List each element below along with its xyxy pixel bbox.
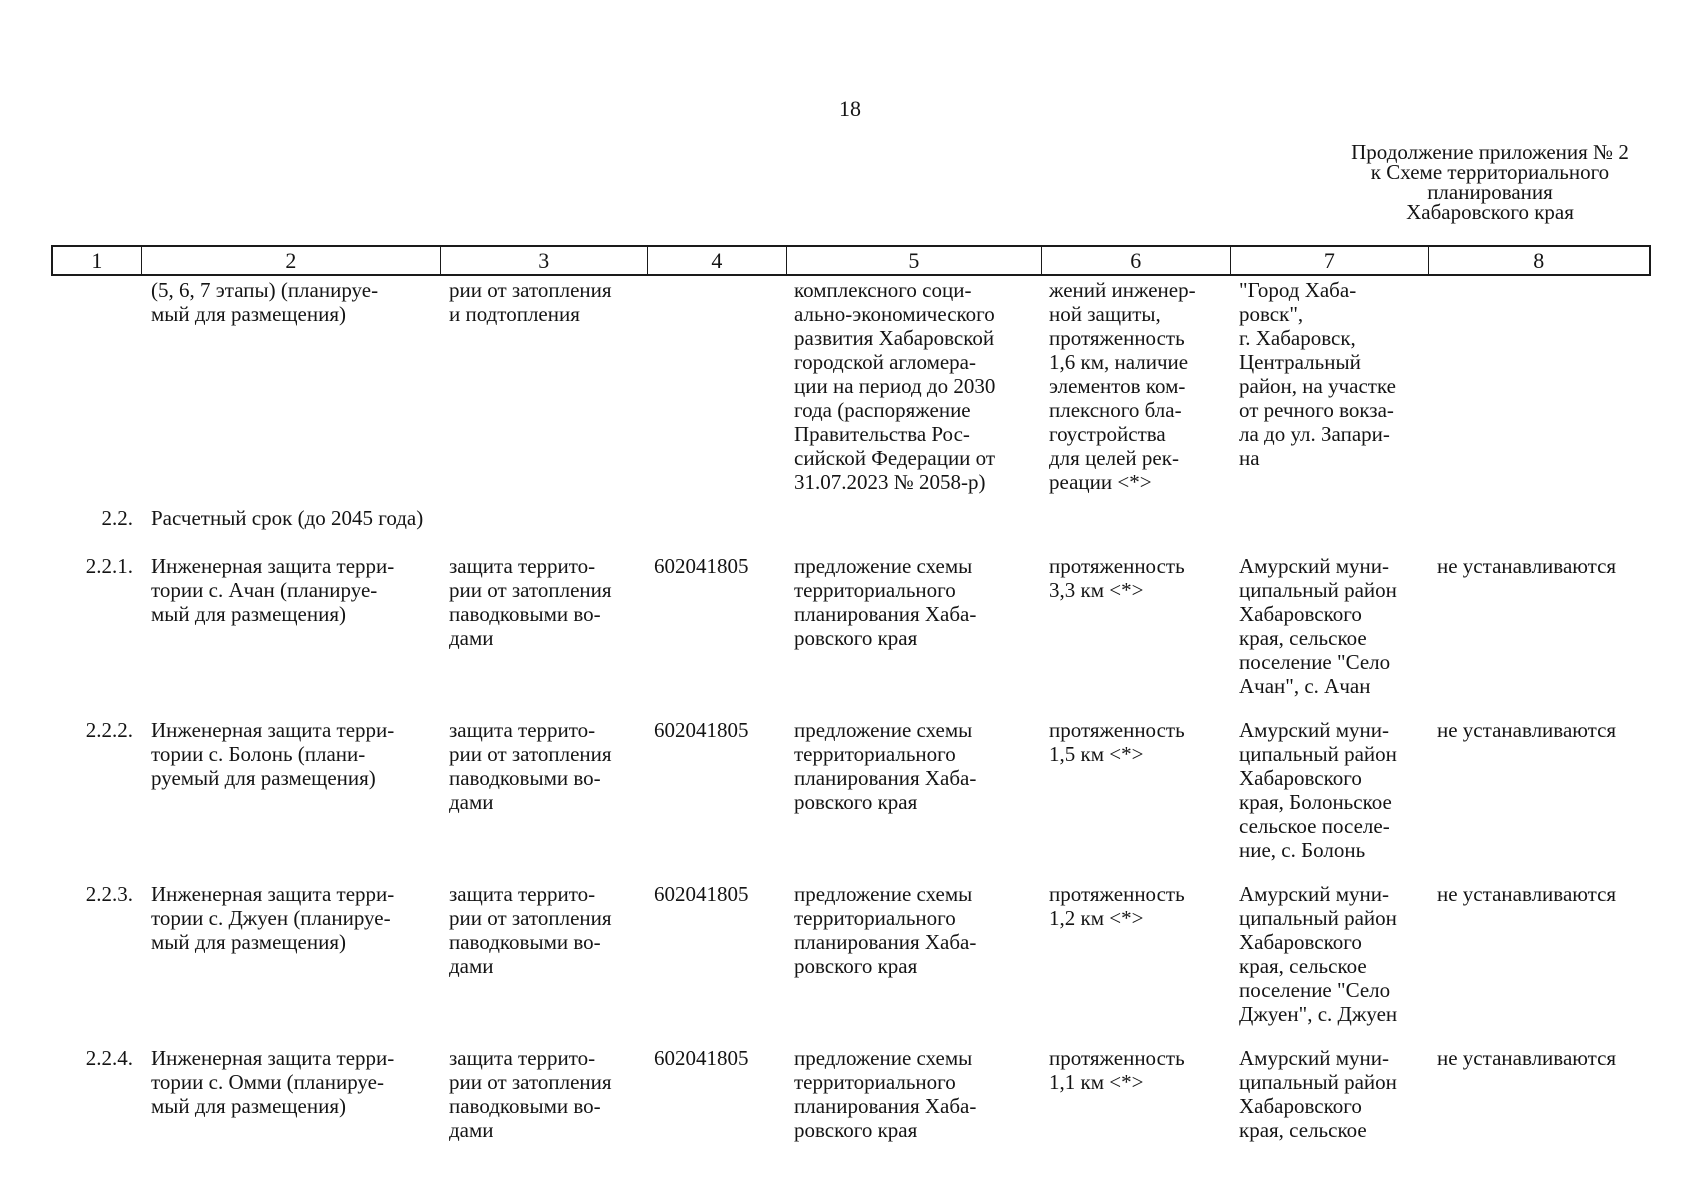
column-header-5: 5 xyxy=(787,247,1041,274)
table-row xyxy=(60,718,1650,862)
object-name: Инженерная защита терри- тории с. Ачан (планируе- мый для размещения) xyxy=(151,554,395,626)
table-row-continued xyxy=(60,278,1650,494)
object-basis: предложение схемы территориального планирования Хаба- ровского края xyxy=(794,554,977,650)
object-characteristics: протяженность 1,1 км <*> xyxy=(1049,1046,1185,1094)
object-location: Амурский муни- ципальный район Хабаровского края, сельское поселение "Село Джуен", с. Джуен xyxy=(1239,882,1398,1026)
object-name: Инженерная защита терри- тории с. Омми (планируе- мый для размещения) xyxy=(151,1046,395,1118)
row-number xyxy=(60,278,145,494)
table-row xyxy=(60,882,1650,1026)
column-header-7: 7 xyxy=(1231,247,1429,274)
object-name: (5, 6, 7 этапы) (планируе- мый для размещения) xyxy=(151,278,379,326)
appendix-line-3: планирования xyxy=(1427,180,1553,204)
object-purpose: защита террито- рии от затопления паводковыми во- дами xyxy=(449,882,612,978)
object-purpose: защита террито- рии от затопления паводковыми во- дами xyxy=(449,554,612,650)
section-number: 2.2. xyxy=(101,506,133,530)
object-location: Амурский муни- ципальный район Хабаровского края, сельское поселение "Село Ачан", с. Ачан xyxy=(1239,554,1397,698)
object-location: Амурский муни- ципальный район Хабаровского края, сельское xyxy=(1239,1046,1397,1142)
object-purpose: защита террито- рии от затопления паводковыми во- дами xyxy=(449,1046,612,1142)
appendix-line-1: Продолжение приложения № 2 xyxy=(1351,140,1629,164)
object-zones: не устанавливаются xyxy=(1437,718,1617,742)
object-zones xyxy=(1431,278,1650,494)
row-number: 2.2.3. xyxy=(85,882,133,906)
object-basis: предложение схемы территориального планирования Хаба- ровского края xyxy=(794,1046,977,1142)
column-header-4: 4 xyxy=(648,247,788,274)
object-characteristics: протяженность 3,3 км <*> xyxy=(1049,554,1185,602)
section-title: Расчетный срок (до 2045 года) xyxy=(151,506,424,530)
object-location: Амурский муни- ципальный район Хабаровского края, Болоньское сельское поселе- ние, с. Болонь xyxy=(1239,718,1397,862)
object-code: 602041805 xyxy=(654,1046,749,1070)
object-basis: комплексного соци- ально-экономического развития Хабаровской городской агломера- ции на период до 2030 года (распоряжение Правительства Рос- сийской Федерации от 31.07.2023 № 2058-р) xyxy=(794,278,996,494)
object-characteristics: протяженность 1,2 км <*> xyxy=(1049,882,1185,930)
object-zones: не устанавливаются xyxy=(1437,1046,1617,1070)
object-purpose: защита террито- рии от затопления паводковыми во- дами xyxy=(449,718,612,814)
table-header-row xyxy=(51,245,1651,276)
object-basis: предложение схемы территориального планирования Хаба- ровского края xyxy=(794,882,977,978)
object-code: 602041805 xyxy=(654,718,749,742)
object-purpose: рии от затопления и подтопления xyxy=(449,278,612,326)
appendix-line-2: к Схеме территориального xyxy=(1370,160,1610,184)
section-row xyxy=(60,506,1650,530)
column-header-1: 1 xyxy=(53,247,142,274)
object-code: 602041805 xyxy=(654,554,749,578)
object-characteristics: жений инженер- ной защиты, протяженность 1,6 км, наличие элементов ком- плексного бла- гоустройства для целей рек- реации <*> xyxy=(1049,278,1196,494)
appendix-heading xyxy=(1300,142,1680,222)
object-name: Инженерная защита терри- тории с. Болонь (плани- руемый для размещения) xyxy=(151,718,395,790)
table-row xyxy=(60,1046,1650,1142)
column-header-8: 8 xyxy=(1533,248,1545,273)
object-code: 602041805 xyxy=(654,882,749,906)
object-name: Инженерная защита терри- тории с. Джуен (планируе- мый для размещения) xyxy=(151,882,395,954)
table-row xyxy=(60,554,1650,698)
object-code xyxy=(648,278,788,494)
object-characteristics: протяженность 1,5 км <*> xyxy=(1049,718,1185,766)
row-number: 2.2.2. xyxy=(85,718,133,742)
column-header-6: 6 xyxy=(1042,247,1232,274)
page-number: 18 xyxy=(839,96,861,121)
row-number: 2.2.4. xyxy=(85,1046,133,1070)
object-location: "Город Хаба- ровск", г. Хабаровск, Центральный район, на участке от речного вокза- ла до ул. Запари- на xyxy=(1239,278,1396,470)
table-body xyxy=(60,278,1650,1142)
row-number: 2.2.1. xyxy=(85,554,133,578)
object-basis: предложение схемы территориального планирования Хаба- ровского края xyxy=(794,718,977,814)
appendix-line-4: Хабаровского края xyxy=(1406,200,1574,224)
object-zones: не устанавливаются xyxy=(1437,554,1617,578)
object-zones: не устанавливаются xyxy=(1437,882,1617,906)
column-header-3: 3 xyxy=(441,247,647,274)
column-header-2: 2 xyxy=(142,247,441,274)
